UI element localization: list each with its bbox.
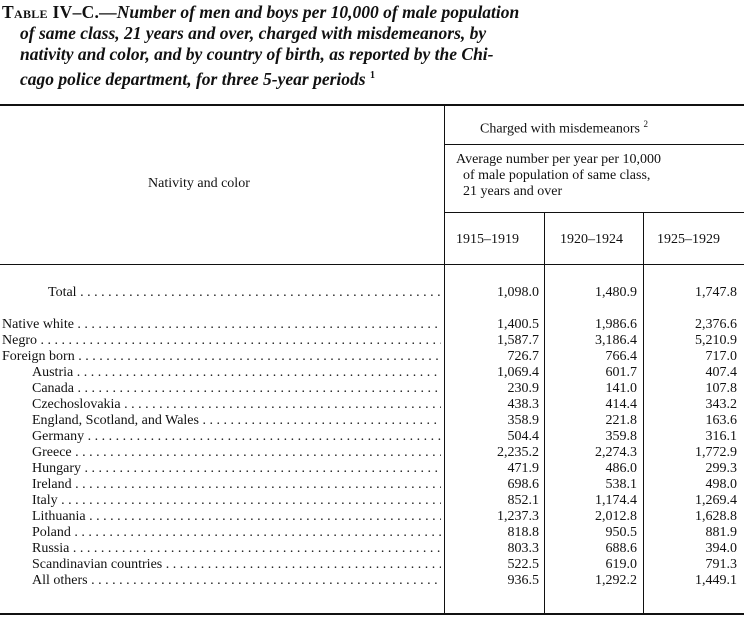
table-row bbox=[0, 381, 744, 397]
table-top-rule bbox=[0, 104, 744, 106]
group-header-label: Charged with misdemeanors bbox=[480, 121, 640, 137]
cell-value: 2,012.8 bbox=[595, 509, 637, 524]
cell-value: 1,628.8 bbox=[695, 509, 737, 524]
cell-value: 1,400.5 bbox=[497, 317, 539, 332]
cell-value: 2,235.2 bbox=[497, 445, 539, 460]
cell-value: 486.0 bbox=[605, 461, 637, 476]
cell-value: 2,274.3 bbox=[595, 445, 637, 460]
column-header: 1925–1929 bbox=[657, 232, 720, 247]
cell-value: 1,174.4 bbox=[595, 493, 637, 508]
cell-value: 359.8 bbox=[605, 429, 637, 444]
cell-value: 3,186.4 bbox=[595, 333, 637, 348]
row-label: Italy . . . bbox=[32, 493, 441, 509]
table-row bbox=[0, 365, 744, 381]
cell-value: 791.3 bbox=[705, 557, 737, 572]
table-row-total bbox=[0, 285, 744, 301]
table-row bbox=[0, 397, 744, 413]
cell-value: 163.6 bbox=[705, 413, 737, 428]
row-label: Germany . . . bbox=[32, 429, 441, 445]
subheader-rule bbox=[445, 212, 744, 213]
table-row bbox=[0, 413, 744, 429]
caption-line-2: of same class, 21 years and over, charged with misdemeanors, by bbox=[20, 23, 487, 43]
cell-value: 471.9 bbox=[507, 461, 539, 476]
cell-value: 107.8 bbox=[705, 381, 737, 396]
row-label: All others . . . bbox=[32, 573, 441, 589]
subheader-line-1: Average number per year per 10,000 bbox=[456, 152, 661, 167]
cell-value: 619.0 bbox=[605, 557, 637, 572]
row-label: Greece . . . bbox=[32, 445, 441, 461]
cell-value: 141.0 bbox=[605, 381, 637, 396]
cell-value: 1,587.7 bbox=[497, 333, 539, 348]
cell-value: 1,098.0 bbox=[497, 285, 539, 300]
cell-value: 504.4 bbox=[507, 429, 539, 444]
cell-value: 717.0 bbox=[705, 349, 737, 364]
cell-value: 601.7 bbox=[605, 365, 637, 380]
table-row bbox=[0, 445, 744, 461]
cell-value: 1,237.3 bbox=[497, 509, 539, 524]
caption-footnote-mark: 1 bbox=[369, 70, 375, 81]
cell-value: 2,376.6 bbox=[695, 317, 737, 332]
table-row bbox=[0, 509, 744, 525]
cell-value: 299.3 bbox=[705, 461, 737, 476]
row-label: Lithuania . . . bbox=[32, 509, 441, 525]
group-header bbox=[480, 116, 648, 138]
cell-value: 522.5 bbox=[507, 557, 539, 572]
table-row bbox=[0, 349, 744, 365]
cell-value: 726.7 bbox=[507, 349, 539, 364]
cell-value: 950.5 bbox=[605, 525, 637, 540]
stub-header: Nativity and color bbox=[148, 176, 250, 191]
cell-value: 221.8 bbox=[605, 413, 637, 428]
cell-value: 766.4 bbox=[605, 349, 637, 364]
caption-line-1: —Number of men and boys per 10,000 of male population bbox=[99, 2, 520, 22]
cell-value: 407.4 bbox=[705, 365, 737, 380]
cell-value: 438.3 bbox=[507, 397, 539, 412]
table-row bbox=[0, 493, 744, 509]
table-row bbox=[0, 429, 744, 445]
cell-value: 936.5 bbox=[507, 573, 539, 588]
table-row bbox=[0, 333, 744, 349]
group-header-rule bbox=[445, 144, 744, 145]
row-label: Poland . . . bbox=[32, 525, 441, 541]
cell-value: 1,480.9 bbox=[595, 285, 637, 300]
row-label: Canada . . . bbox=[32, 381, 441, 397]
cell-value: 5,210.9 bbox=[695, 333, 737, 348]
cell-value: 538.1 bbox=[605, 477, 637, 492]
column-header: 1915–1919 bbox=[456, 232, 519, 247]
cell-value: 1,986.6 bbox=[595, 317, 637, 332]
cell-value: 343.2 bbox=[705, 397, 737, 412]
column-header: 1920–1924 bbox=[560, 232, 623, 247]
group-header-mark: 2 bbox=[643, 119, 648, 129]
row-label: Foreign born . . . bbox=[2, 349, 441, 365]
cell-value: 498.0 bbox=[705, 477, 737, 492]
table-row bbox=[0, 477, 744, 493]
caption-line-3: nativity and color, and by country of birth, as reported by the Chi- bbox=[20, 44, 494, 64]
table-bottom-rule bbox=[0, 613, 744, 615]
caption-line-4: cago police department, for three 5-year periods bbox=[20, 68, 366, 89]
table-row bbox=[0, 573, 744, 589]
cell-value: 1,269.4 bbox=[695, 493, 737, 508]
cell-value: 698.6 bbox=[507, 477, 539, 492]
row-label: Total . . . bbox=[48, 285, 441, 301]
cell-value: 230.9 bbox=[507, 381, 539, 396]
row-label: Scandinavian countries . . . bbox=[32, 557, 441, 573]
header-bottom-rule bbox=[0, 264, 744, 265]
row-label: Russia . . . bbox=[32, 541, 441, 557]
row-label: Ireland . . . bbox=[32, 477, 441, 493]
cell-value: 1,292.2 bbox=[595, 573, 637, 588]
table-row bbox=[0, 557, 744, 573]
row-label: England, Scotland, and Wales . . . bbox=[32, 413, 441, 429]
cell-value: 394.0 bbox=[705, 541, 737, 556]
cell-value: 414.4 bbox=[605, 397, 637, 412]
cell-value: 881.9 bbox=[705, 525, 737, 540]
cell-value: 803.3 bbox=[507, 541, 539, 556]
cell-value: 688.6 bbox=[605, 541, 637, 556]
table-row bbox=[0, 525, 744, 541]
row-label: Austria . . . bbox=[32, 365, 441, 381]
row-label: Negro . . . bbox=[2, 333, 441, 349]
table-row bbox=[0, 541, 744, 557]
cell-value: 358.9 bbox=[507, 413, 539, 428]
cell-value: 1,069.4 bbox=[497, 365, 539, 380]
cell-value: 1,449.1 bbox=[695, 573, 737, 588]
cell-value: 1,772.9 bbox=[695, 445, 737, 460]
table-row bbox=[0, 317, 744, 333]
cell-value: 316.1 bbox=[705, 429, 737, 444]
table-caption bbox=[2, 2, 738, 90]
row-label: Czechoslovakia . . . bbox=[32, 397, 441, 413]
subheader-line-3: 21 years and over bbox=[463, 184, 563, 199]
cell-value: 1,747.8 bbox=[695, 285, 737, 300]
cell-value: 852.1 bbox=[507, 493, 539, 508]
cell-value: 818.8 bbox=[507, 525, 539, 540]
subheader-line-2: of male population of same class, bbox=[463, 168, 651, 183]
row-label: Native white . . . bbox=[2, 317, 441, 333]
table-row bbox=[0, 461, 744, 477]
row-label: Hungary . . . bbox=[32, 461, 441, 477]
caption-lead: Table IV–C. bbox=[2, 2, 100, 22]
